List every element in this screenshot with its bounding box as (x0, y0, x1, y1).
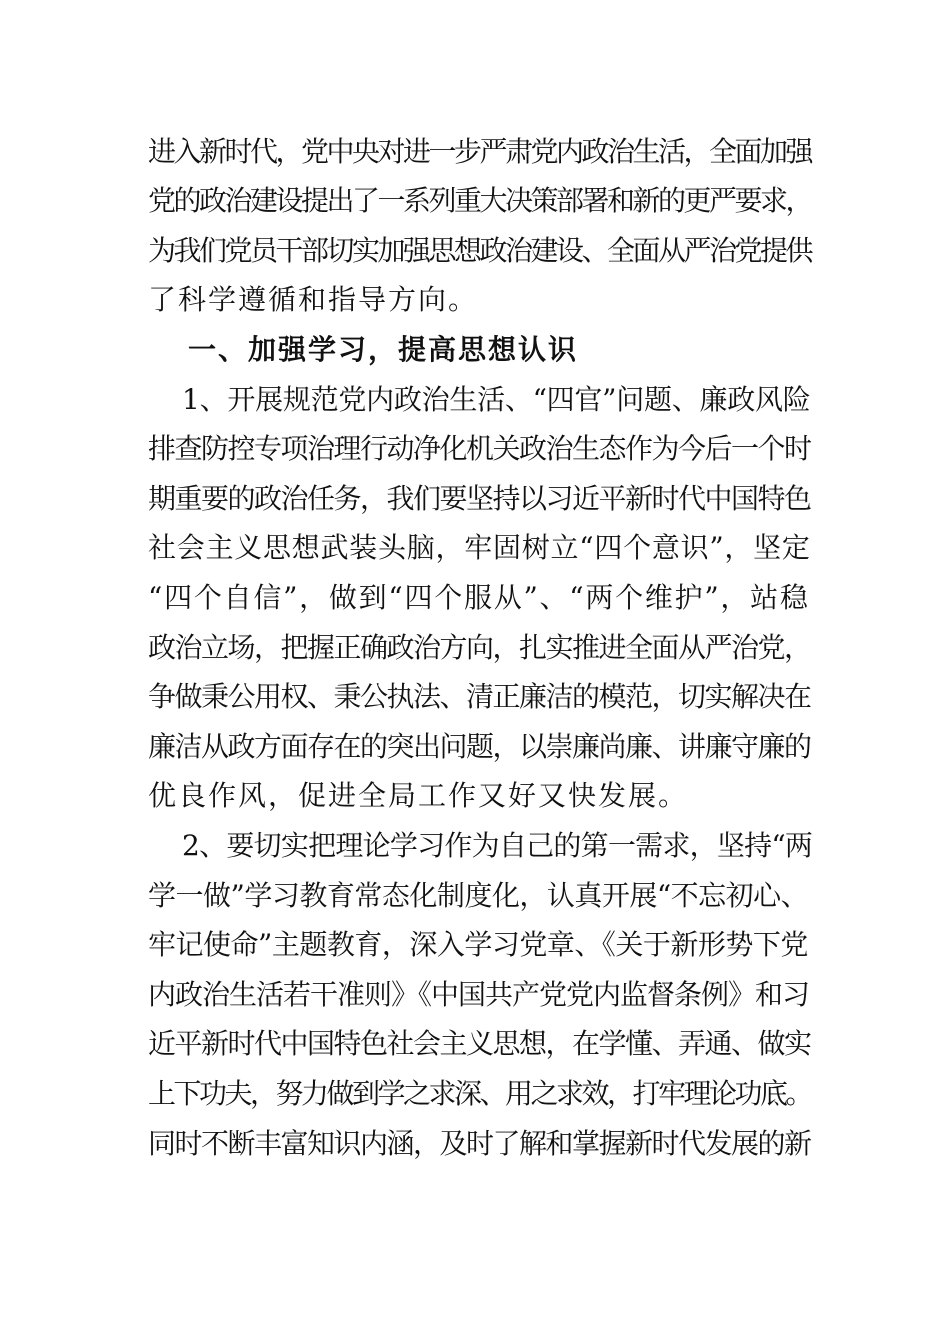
paragraph-line: 政治立场，把握正确政治方向，扎实推进全面从严治党， (148, 631, 811, 664)
paragraph-line: 2、要切实把理论学习作为自己的第一需求，坚持“两 (182, 829, 813, 862)
paragraph-line: 为我们党员干部切实加强思想政治建设、全面从严治党提供 (148, 234, 812, 267)
paragraph-line: 社会主义思想武装头脑，牢固树立“四个意识”，坚定 (148, 531, 811, 564)
paragraph-line: 1、开展规范党内政治生活、“四官”问题、廉政风险 (182, 383, 811, 416)
paragraph-line: 了科学遵循和指导方向。 (148, 283, 479, 316)
paragraph-line: 廉洁从政方面存在的突出问题，以崇廉尚廉、讲廉守廉的 (148, 730, 811, 763)
paragraph-line: 近平新时代中国特色社会主义思想，在学懂、弄通、做实 (148, 1027, 811, 1060)
paragraph-line: 同时不断丰富知识内涵，及时了解和掌握新时代发展的新 (148, 1127, 811, 1160)
paragraph-line: 牢记使命”主题教育，深入学习党章、《关于新形势下党 (148, 928, 808, 961)
paragraph-line: 上下功夫，努力做到学之求深、用之求效，打牢理论功底。 (148, 1077, 812, 1110)
paragraph-line: “四个自信”，做到“四个服从”、“两个维护”，站稳 (148, 581, 810, 614)
paragraph-line: 党的政治建设提出了一系列重大决策部署和新的更严要求， (148, 184, 812, 217)
paragraph-line: 争做秉公用权、秉公执法、清正廉洁的模范，切实解决在 (148, 680, 811, 713)
paragraph-line: 排查防控专项治理行动净化机关政治生态作为今后一个时 (148, 432, 811, 465)
paragraph-line: 进入新时代，党中央对进一步严肃党内政治生活，全面加强 (148, 135, 812, 168)
section-heading: 一、加强学习，提高思想认识 (188, 333, 579, 366)
paragraph-line: 学一做”学习教育常态化制度化，认真开展“不忘初心、 (148, 879, 809, 912)
paragraph-line: 期重要的政治任务，我们要坚持以习近平新时代中国特色 (148, 482, 811, 515)
paragraph-line: 内政治生活若干准则》《中国共产党党内监督条例》和习 (148, 978, 810, 1011)
paragraph-line: 优良作风，促进全局工作又好又快发展。 (148, 779, 689, 812)
